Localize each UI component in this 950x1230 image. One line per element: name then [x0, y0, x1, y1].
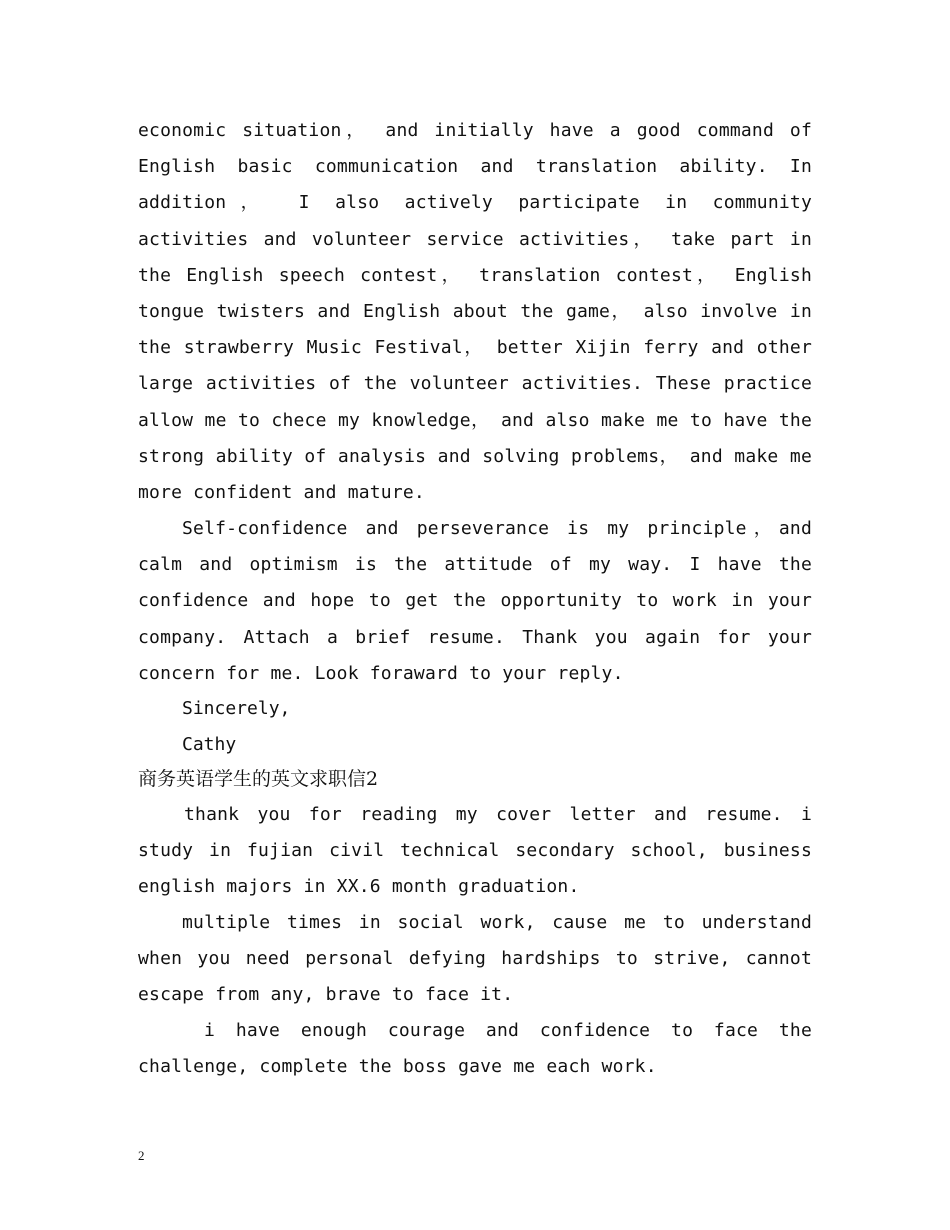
paragraph-continuation: economic situation， and initially have a good command of English basic communication and translation ability. In addition， I also actively participate in community activities and volunteer service activities， take part in the English speech contest， translation contest， English tongue twisters and English about the game， also involve in the strawberry Music Festival， better Xijin ferry and other large activities of the volunteer activities. These practice allow me to chece my knowledge， and also make me to have the strong ability of analysis and solving problems， and make me more confident and mature. — [138, 120, 812, 504]
paragraph-courage: i have enough courage and confidence to face the challenge, complete the boss gave me each work. — [138, 1020, 812, 1078]
paragraph-intro: thank you for reading my cover letter and resume. i study in fujian civil technical secondary school, business english majors in XX.6 month graduation. — [138, 804, 812, 898]
paragraph-confidence: Self-confidence and perseverance is my principle，and calm and optimism is the attitude of my way. I have the confidence and hope to get the opportunity to work in your company. Attach a brief resume. Thank you again for your concern for me. Look foraward to your reply. — [138, 518, 812, 684]
paragraph-social-work: multiple times in social work, cause me to understand when you need personal defying hardships to strive, cannot escape from any, brave to face it. — [138, 912, 812, 1006]
page-number: 2 — [138, 1148, 145, 1163]
section-heading: 商务英语学生的英文求职信2 — [138, 768, 379, 790]
signature-name: Cathy — [182, 734, 237, 755]
closing-line: Sincerely, — [182, 698, 291, 719]
